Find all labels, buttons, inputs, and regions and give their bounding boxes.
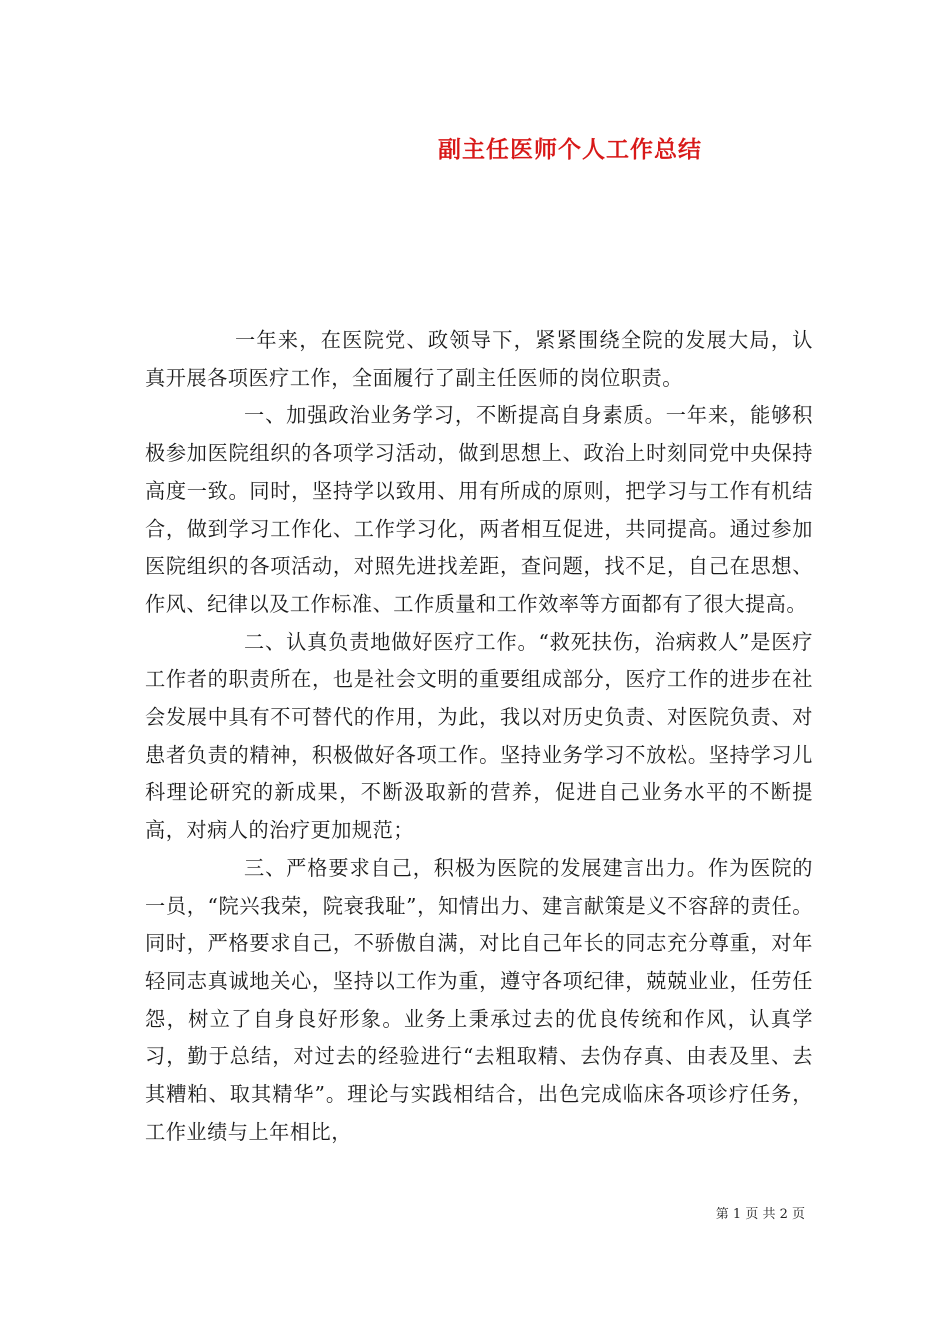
paragraph-intro: 一年来，在医院党、政领导下，紧紧围绕全院的发展大局，认真开展各项医疗工作，全面履行了副主任医师的岗位职责。 bbox=[145, 328, 813, 390]
document-body bbox=[145, 322, 813, 1151]
paragraph-section-2: 二、认真负责地做好医疗工作。“救死扶伤，治病救人”是医疗工作者的职责所在，也是社会文明的重要组成部分，医疗工作的进步在社会发展中具有不可替代的作用，为此，我以对历史负责、对医院负责、对患者负责的精神，积极做好各项工作。坚持业务学习不放松。坚持学习儿科理论研究的新成果，不断汲取新的营养，促进自己业务水平的不断提高，对病人的治疗更加规范； bbox=[145, 629, 813, 843]
paragraph-section-3: 三、严格要求自己，积极为医院的发展建言出力。作为医院的一员，“院兴我荣，院衰我耻”，知情出力、建言献策是义不容辞的责任。同时，严格要求自己，不骄傲自满，对比自己年长的同志充分尊重，对年轻同志真诚地关心，坚持以工作为重，遵守各项纪律，兢兢业业，任劳任怨，树立了自身良好形象。业务上秉承过去的优良传统和作风，认真学习，勤于总结，对过去的经验进行“去粗取精、去伪存真、由表及里、去其糟粕、取其精华”。理论与实践相结合，出色完成临床各项诊疗任务，工作业绩与上年相比， bbox=[145, 855, 813, 1144]
page-number-footer: 第 1 页 共 2 页 bbox=[715, 1207, 805, 1222]
paragraph-section-1: 一、加强政治业务学习，不断提高自身素质。一年来，能够积极参加医院组织的各项学习活动，做到思想上、政治上时刻同党中央保持高度一致。同时，坚持学以致用、用有所成的原则，把学习与工作有机结合，做到学习工作化、工作学习化，两者相互促进，共同提高。通过参加医院组织的各项活动，对照先进找差距，查问题，找不足，自己在思想、作风、纪律以及工作标准、工作质量和工作效率等方面都有了很大提高。 bbox=[145, 403, 813, 616]
document-title: 副主任医师个人工作总结 bbox=[438, 136, 702, 163]
